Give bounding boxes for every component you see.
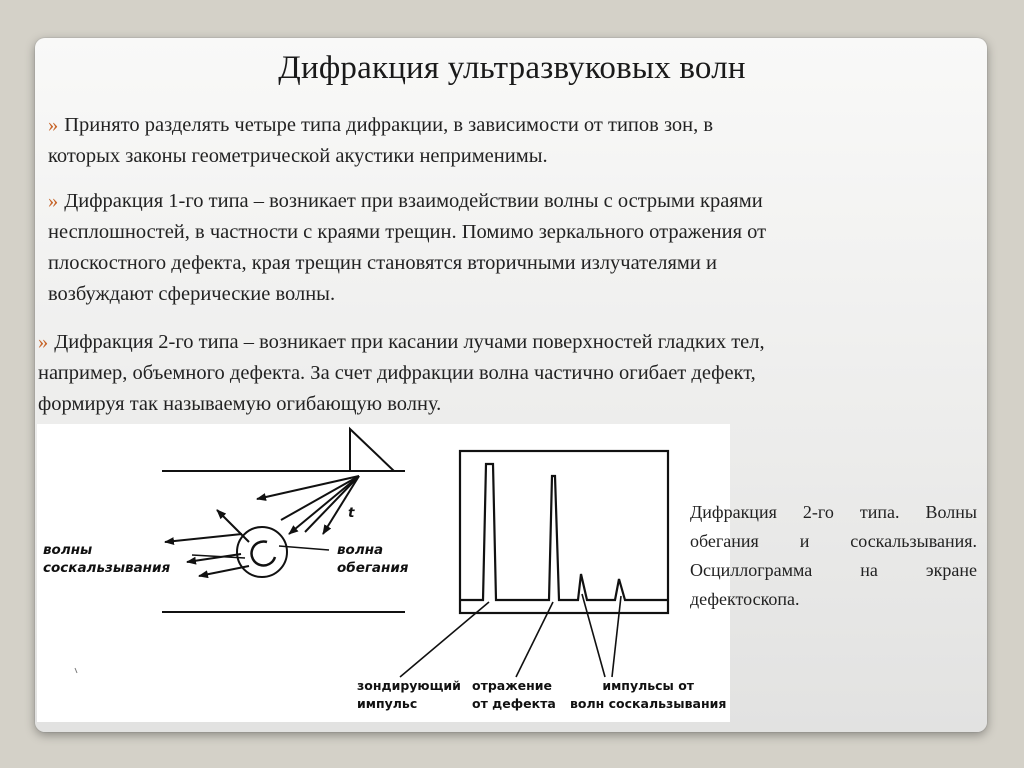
probe-prism [350,429,394,471]
paragraph-line: плоскостного дефекта, края трещин становятся вторичными излучателями и [48,252,717,274]
label-sliding-pulses [570,677,726,713]
label-sliding-waves [43,541,170,577]
bullet-marker: » [48,190,59,212]
paragraph-type1 [48,186,986,310]
bullet-marker: » [48,114,59,136]
paragraph-line: формируя так называемую огибающую волну. [38,393,442,415]
label-line: соскальзывания [43,560,171,576]
label-line: от дефекта [472,696,556,711]
label-line: волны [43,542,93,558]
label-line: импульсы от [602,678,695,693]
oscilloscope-screen [460,451,668,613]
label-line: волна [337,542,384,558]
diffraction-figure [37,424,730,722]
label-line: обегания [337,560,409,576]
creeping-wave-arc [252,541,275,565]
label-line: волн соскальзывания [570,696,727,711]
paragraph-line: Принято разделять четыре типа дифракции, в зависимости от типов зон, в [64,114,714,136]
paragraph-line: Дифракция 1-го типа – возникает при взаимодействии волны с острыми краями [64,190,763,212]
paragraph-intro [48,110,986,172]
label-line: отражение [472,678,553,693]
paragraph-line: Дифракция 2-го типа – возникает при касании лучами поверхностей гладких тел, [54,331,765,353]
bullet-marker: » [38,331,49,353]
label-line: зондирующий [357,678,461,693]
volume-defect [237,527,287,577]
paragraph-line: например, объемного дефекта. За счет дифракции волна частично огибает дефект, [38,362,756,384]
paragraph-line: несплошностей, в частности с краями трещин. Помимо зеркального отражения от [48,221,767,243]
paragraph-type2 [38,327,976,420]
label-t-mark: t [348,505,355,521]
oscillogram-trace [460,464,668,600]
slide-title: Дифракция ультразвуковых волн [278,50,746,86]
label-line: импульс [357,696,418,711]
paragraph-line: возбуждают сферические волны. [48,283,336,305]
label-creeping-wave [337,541,408,577]
label-defect-reflection [472,677,556,713]
paragraph-line: которых законы геометрической акустики неприменимы. [48,145,548,167]
label-probe-pulse [357,677,461,713]
figure-caption: Дифракция 2-го типа. Волны обегания и соскальзывания. Осциллограмма на экране дефектоскопа. [690,502,977,609]
